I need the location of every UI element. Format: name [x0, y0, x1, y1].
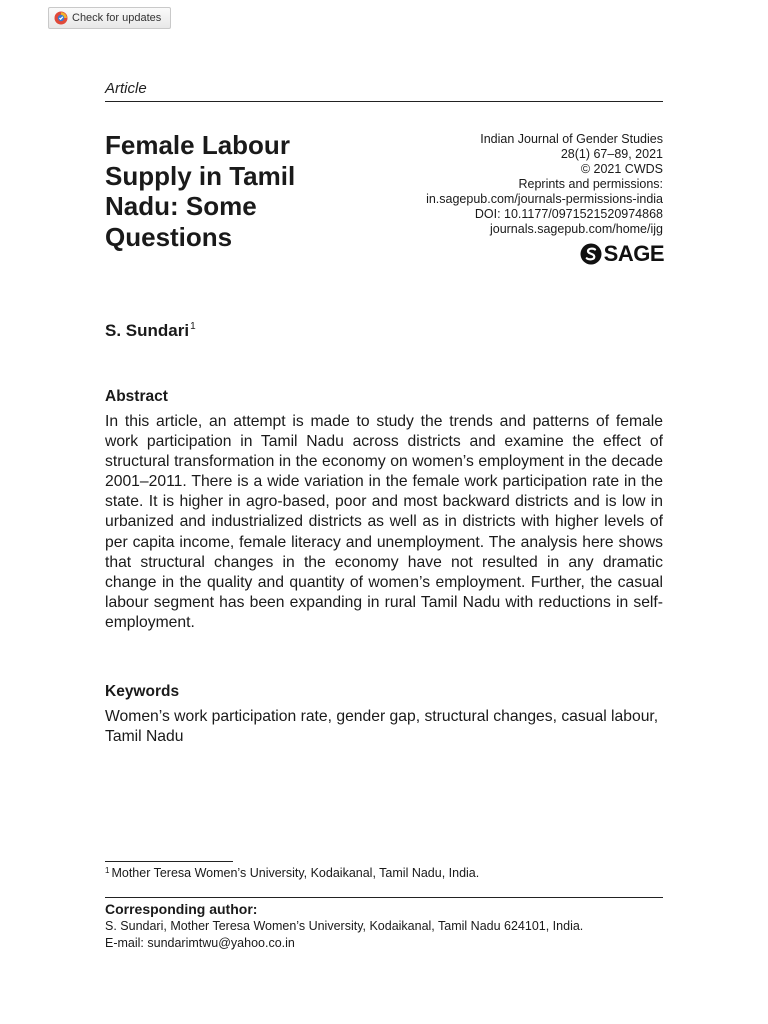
- footnote-text: Mother Teresa Women’s University, Kodaikanal, Tamil Nadu, India.: [111, 866, 480, 880]
- article-title: [105, 130, 365, 252]
- article-type-label: Article: [105, 80, 147, 97]
- journal-homepage-link[interactable]: journals.sagepub.com/home/ijg: [489, 222, 663, 236]
- author-affiliation-mark: 1: [190, 321, 196, 332]
- journal-volume: 28(1) 67–89, 2021: [560, 147, 663, 161]
- keywords-text: Women’s work participation rate, gender gap, structural changes, casual labour, Tamil Nadu: [105, 708, 659, 746]
- header-rule: [105, 101, 663, 102]
- keywords-heading: Keywords: [105, 683, 180, 700]
- footnote-rule: [105, 861, 233, 862]
- corresponding-rule: [105, 897, 663, 898]
- author-name-text: S. Sundari: [105, 321, 190, 340]
- journal-copyright: © 2021 CWDS: [580, 162, 663, 176]
- journal-doi[interactable]: DOI: 10.1177/0971521520974868: [474, 207, 663, 221]
- footnote-mark: 1: [105, 866, 110, 875]
- sage-logo-wordmark: SAGE: [603, 241, 664, 266]
- abstract-heading: Abstract: [105, 388, 168, 405]
- check-for-updates-button[interactable]: [48, 7, 171, 29]
- journal-info: [343, 132, 663, 237]
- sage-logo-icon: [580, 243, 602, 265]
- title-line: Supply in Tamil: [105, 160, 296, 191]
- sage-logo: [580, 242, 664, 266]
- title-line: Questions: [105, 221, 233, 252]
- journal-reprints-link[interactable]: in.sagepub.com/journals-permissions-india: [426, 192, 663, 206]
- author-name: [105, 321, 196, 341]
- check-for-updates-icon: [54, 11, 68, 25]
- title-line: Nadu: Some: [105, 191, 257, 221]
- journal-name: Indian Journal of Gender Studies: [480, 132, 663, 146]
- title-line: Female Labour: [105, 130, 290, 160]
- footnote: [105, 866, 479, 880]
- journal-reprints: Reprints and permissions:: [518, 177, 663, 191]
- corresponding-author-heading: Corresponding author:: [105, 901, 258, 917]
- corresponding-author-email[interactable]: E-mail: sundarimtwu@yahoo.co.in: [105, 936, 295, 950]
- corresponding-author-address: S. Sundari, Mother Teresa Women’s University, Kodaikanal, Tamil Nadu 624101, India.: [105, 919, 584, 933]
- abstract-text: In this article, an attempt is made to study the trends and patterns of female work participation in Tamil Nadu across districts and examine the effect of structural transformation in the economy on women’s employment in the decade 2001–2011. There is a wide variation in the female work participation rate in the state. It is higher in agro-based, poor and most backward districts and is low in urbanized and industrialized districts as well as in districts with higher levels of per capita income, female literacy and unemployment. The analysis here shows that structural changes in the economy have not resulted in any dramatic change in the quality and quantity of women’s employment. Further, the casual labour segment has been expanding in rural Tamil Nadu with reductions in self-employment.: [105, 413, 663, 631]
- check-for-updates-label: Check for updates: [72, 12, 162, 24]
